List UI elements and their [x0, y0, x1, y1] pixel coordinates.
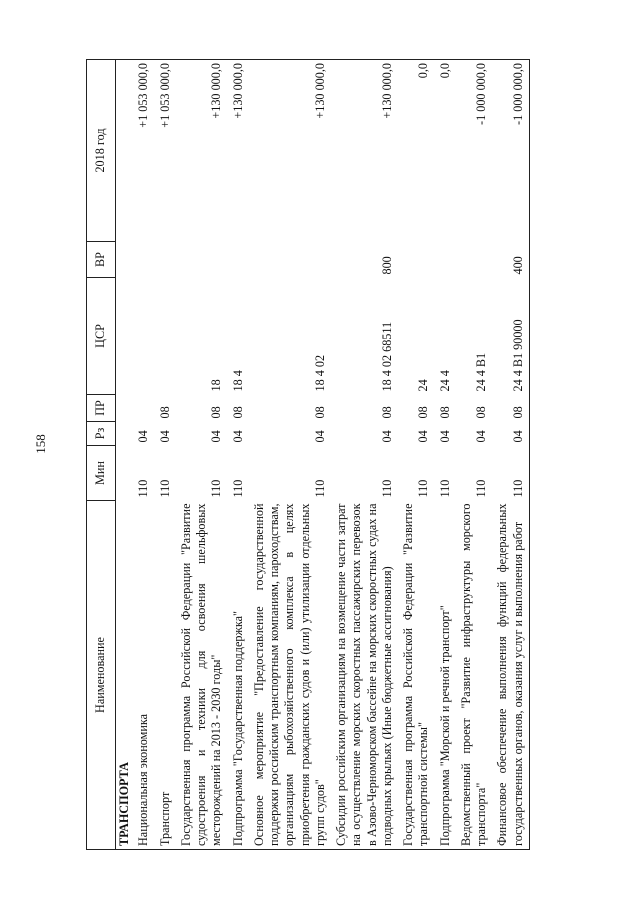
row-csr: 24 4 В1 90000 [492, 278, 529, 395]
row-pr: 08 [416, 406, 431, 419]
row-min: 110 [379, 479, 394, 498]
section-title: ТРАНСПОРТА [116, 501, 134, 850]
row-csr: 18 [209, 379, 224, 392]
row-amount: +130 000,0 [228, 60, 249, 242]
table-row [456, 60, 493, 850]
table-row [492, 60, 529, 850]
table-row [331, 60, 398, 850]
row-name: Подпрограмма "Государственная поддержка" [228, 501, 249, 850]
row-rz: 04 [416, 430, 431, 443]
table-row [435, 60, 456, 850]
row-amount: -1 000 000,0 [492, 60, 529, 242]
row-pr: 08 [209, 406, 224, 419]
row-name: Государственная программа Российской Федерации "Развитие транспортной системы" [398, 501, 435, 850]
table-row [176, 60, 228, 850]
header-amount: 2018 год [87, 60, 116, 242]
page-number: 158 [33, 434, 48, 454]
table-header-row [87, 60, 116, 850]
row-min: 110 [157, 479, 172, 498]
header-pr: ПР [87, 395, 116, 422]
row-csr: 18 4 02 68511 [379, 321, 394, 392]
row-pr: 08 [437, 406, 452, 419]
row-rz: 04 [379, 430, 394, 443]
row-min: 110 [209, 479, 224, 498]
row-rz: 04 [474, 430, 488, 443]
row-min: 110 [474, 479, 488, 498]
row-pr [133, 395, 154, 422]
table-row [398, 60, 435, 850]
row-csr: 24 [416, 379, 431, 392]
row-amount: +130 000,0 [331, 60, 398, 242]
row-min: 110 [230, 479, 245, 498]
row-min: 110 [416, 479, 431, 498]
row-csr [133, 278, 154, 395]
row-pr: 08 [157, 406, 172, 419]
row-rz: 04 [136, 430, 151, 443]
row-amount: +130 000,0 [249, 60, 331, 242]
row-rz: 04 [209, 430, 224, 443]
row-min: 110 [437, 479, 452, 498]
row-csr: 24 4 В1 [474, 352, 488, 392]
row-min: 110 [136, 479, 151, 498]
row-pr: 08 [492, 395, 529, 422]
row-name: Государственная программа Российской Федерации "Развитие судостроения и техники для освоения шельфовых месторождений на 2013 - 2030 годы" [176, 501, 228, 850]
section-row [116, 60, 134, 850]
header-min: Мин [87, 446, 116, 501]
rotated-page-content [86, 60, 582, 850]
row-pr: 08 [474, 406, 488, 419]
row-csr: 18 4 [230, 370, 245, 392]
row-name: Транспорт [155, 501, 176, 850]
row-pr: 08 [312, 406, 327, 419]
row-name: Основное мероприятие "Предоставление государственной поддержки российским транспортным компаниям, пароходствам, организациям рыбохозяйственного комплекса в целях приобретения гражданских судов и (или) утилизации отдельных групп судов" [249, 501, 331, 850]
row-name: Финансовое обеспечение выполнения функций федеральных государственных органов, оказания услуг и выполнения работ [492, 501, 529, 850]
table-row [133, 60, 154, 850]
row-rz: 04 [492, 422, 529, 446]
row-min: 110 [312, 479, 327, 498]
table-row [155, 60, 176, 850]
row-vr: 800 [379, 256, 394, 275]
row-csr: 18 4 02 [312, 354, 327, 392]
row-vr [435, 242, 456, 278]
row-vr [249, 242, 331, 278]
table-row [249, 60, 331, 850]
row-pr: 08 [379, 406, 394, 419]
row-min: 110 [492, 446, 529, 501]
row-pr: 08 [230, 406, 245, 419]
row-vr [155, 242, 176, 278]
row-rz: 04 [312, 430, 327, 443]
header-rz: Рз [87, 422, 116, 446]
row-amount: -1 000 000,0 [456, 60, 493, 242]
row-amount: 0,0 [398, 60, 435, 242]
row-amount: +1 053 000,0 [133, 60, 154, 242]
row-csr: 24 4 [437, 370, 452, 392]
row-name: Субсидии российским организациям на возмещение части затрат на осуществление морских скоростных пассажирских перевозок в Азово-Черноморском бассейне на морских скоростных судах на подводных крыльях (Иные бюджетные ассигнования) [331, 501, 398, 850]
header-csr: ЦСР [87, 278, 116, 395]
row-name: Подпрограмма "Морской и речной транспорт" [435, 501, 456, 850]
row-amount: +1 053 000,0 [155, 60, 176, 242]
budget-table [86, 59, 530, 850]
row-name: Ведомственный проект "Развитие инфраструктуры морского транспорта" [456, 501, 493, 850]
row-rz: 04 [437, 430, 452, 443]
row-vr [133, 242, 154, 278]
row-name: Национальная экономика [133, 501, 154, 850]
row-amount: +130 000,0 [176, 60, 228, 242]
row-vr [398, 242, 435, 278]
header-name: Наименование [87, 501, 116, 850]
table-row [228, 60, 249, 850]
row-amount: 0,0 [435, 60, 456, 242]
row-vr [228, 242, 249, 278]
row-rz: 04 [230, 430, 245, 443]
row-rz: 04 [157, 430, 172, 443]
row-vr: 400 [492, 242, 529, 278]
row-vr [456, 242, 493, 278]
row-csr [155, 278, 176, 395]
row-vr [176, 242, 228, 278]
header-vr: ВР [87, 242, 116, 278]
